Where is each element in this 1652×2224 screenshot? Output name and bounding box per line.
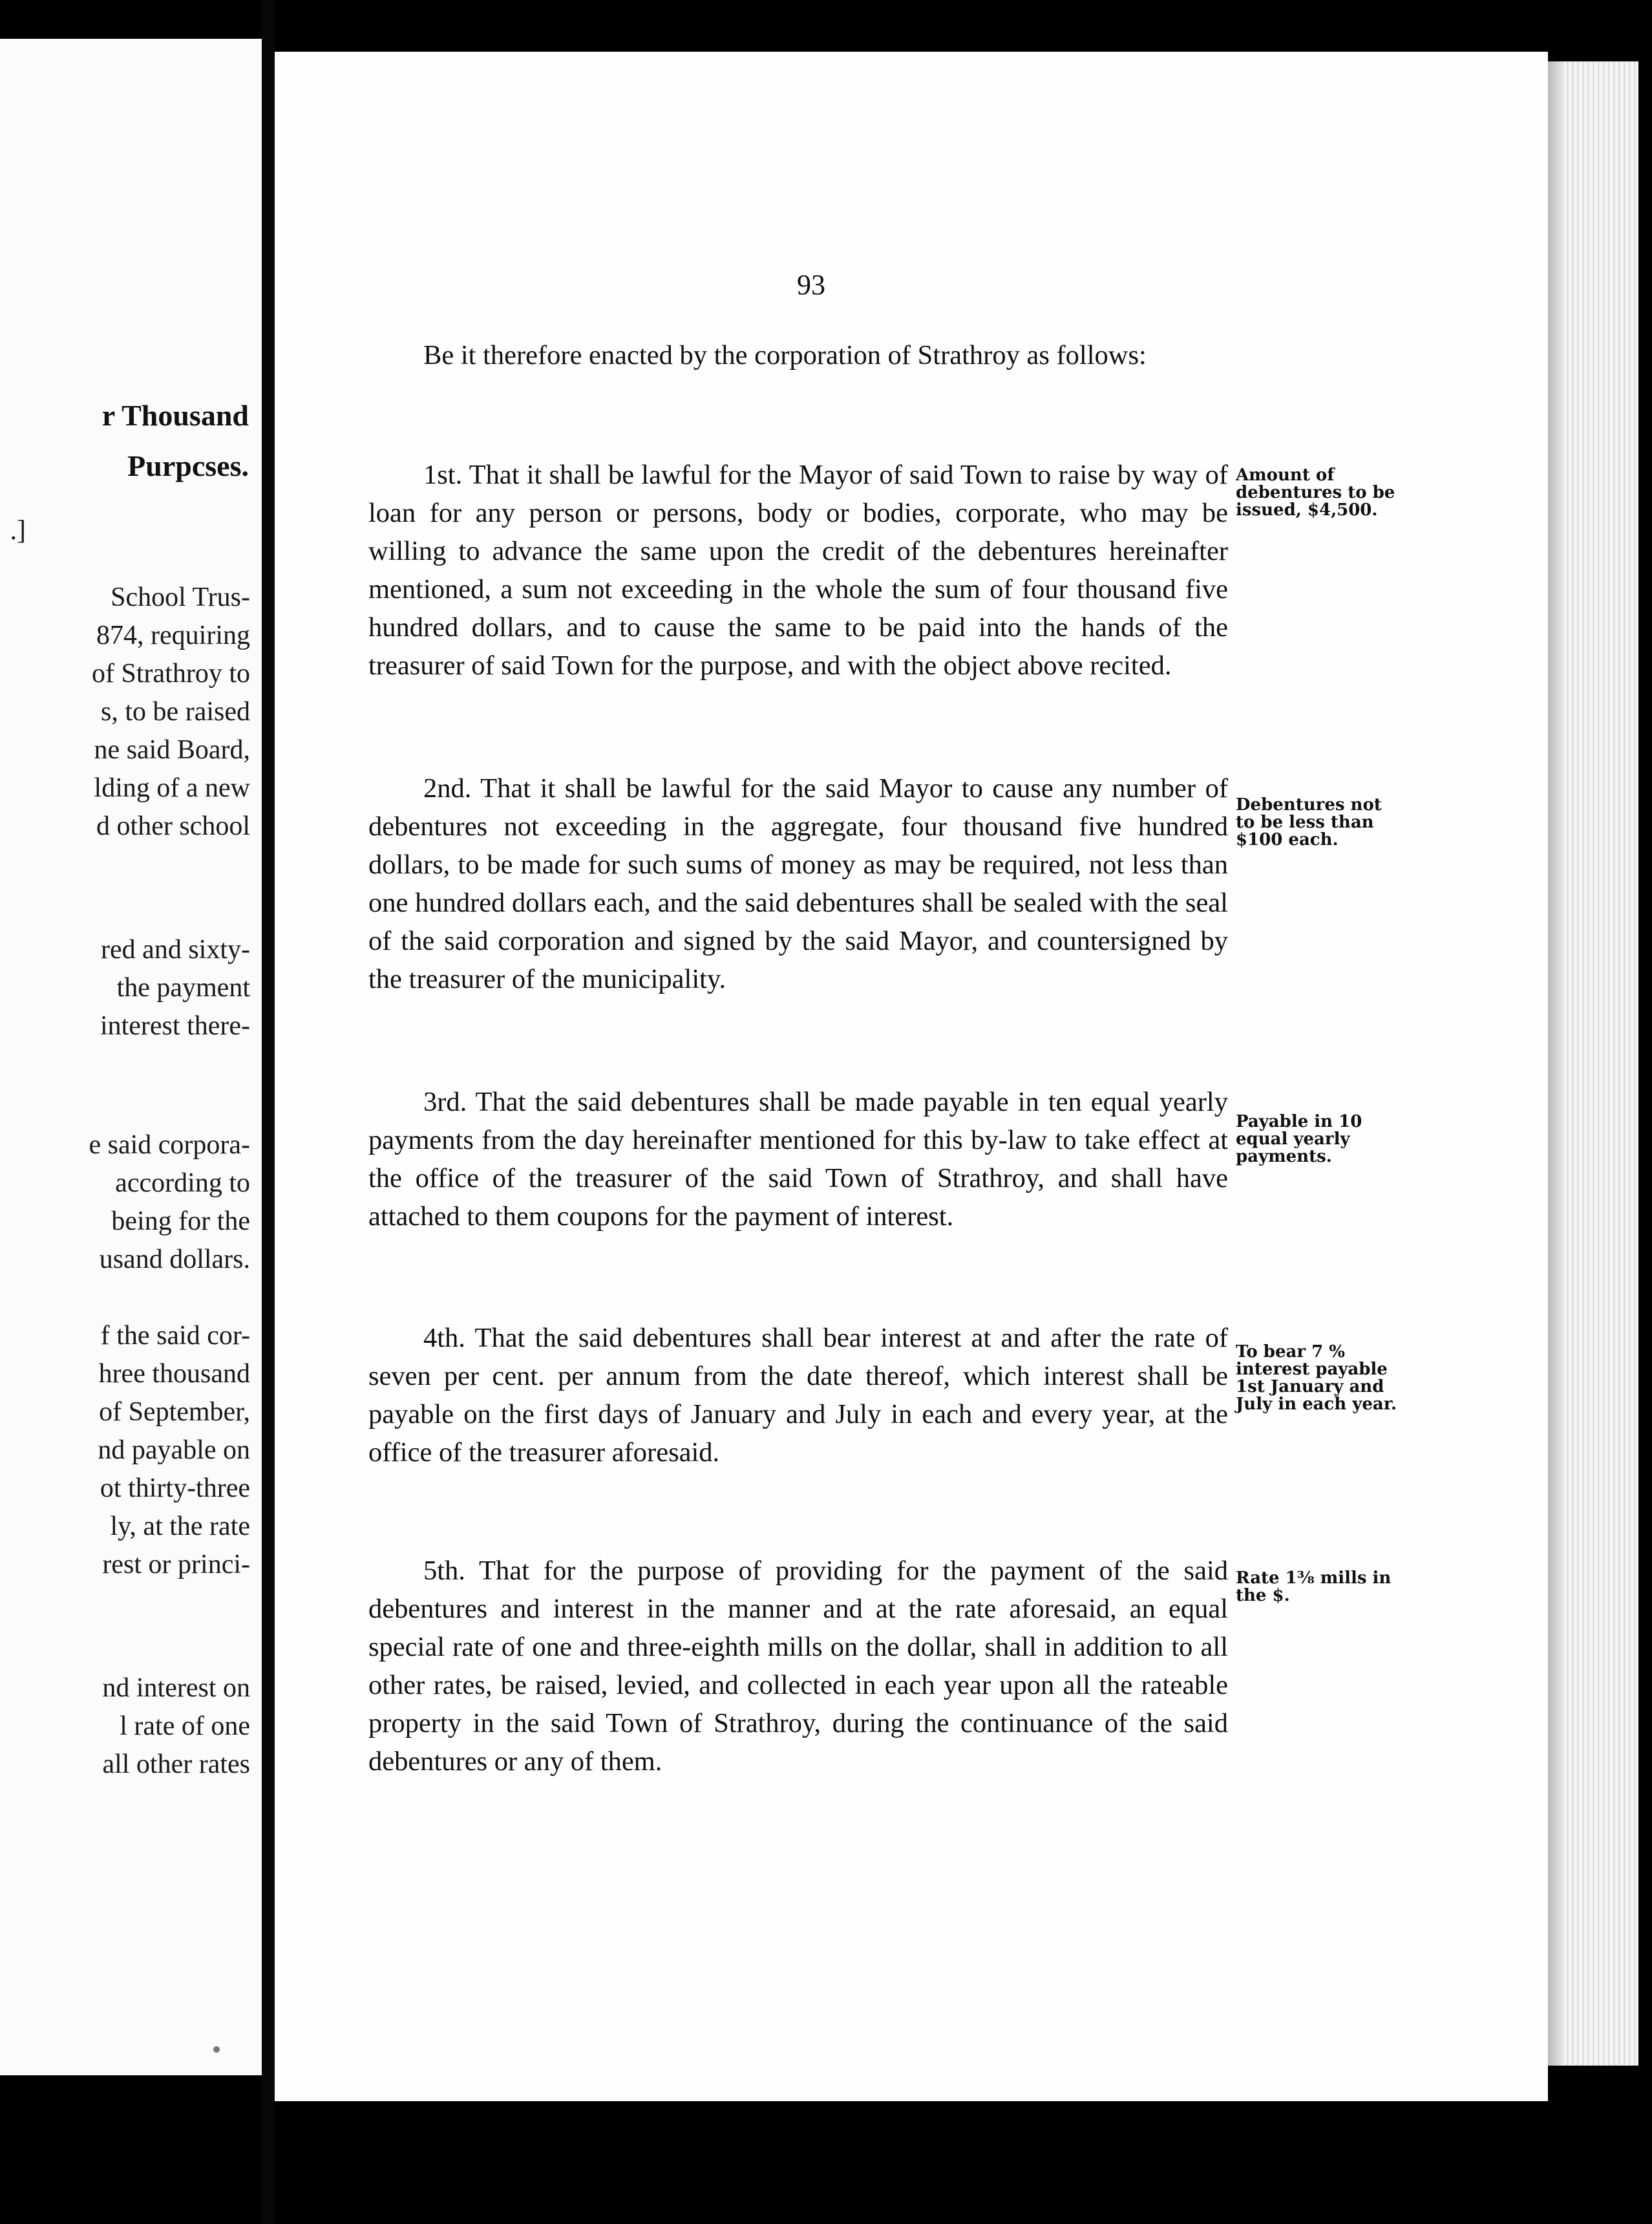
left-line: 874, requiring: [96, 621, 250, 650]
marginal-note-1: Amount of debentures to be issued, $4,500.: [1236, 465, 1395, 520]
left-line: usand dollars.: [99, 1245, 250, 1274]
section-3: [368, 1083, 1228, 1235]
left-facing-page: [0, 39, 262, 2075]
left-line: according to: [115, 1168, 250, 1198]
left-line: rest or princi-: [102, 1550, 250, 1579]
section-4: [368, 1319, 1228, 1471]
left-line: the payment: [116, 973, 250, 1003]
left-bracket: .]: [10, 516, 26, 546]
left-line: f the said cor-: [100, 1321, 250, 1351]
marginal-note-5: Rate 1⅜ mills in the $.: [1236, 1568, 1392, 1605]
marginal-note-3: Payable in 10 equal yearly payments.: [1236, 1112, 1362, 1166]
left-line: s, to be raised: [101, 697, 250, 727]
marginal-note-2: Debentures not to be less than $100 each.: [1236, 795, 1382, 850]
left-line: ne said Board,: [94, 735, 250, 765]
section-3-text: 3rd. That the said debentures shall be made payable in ten equal yearly payments from the day hereinafter mentioned for this by-law to take effect at the office of the treasurer of the said Town of Strathroy, and shall have attached to them coupons for the payment of interest.: [368, 1087, 1228, 1232]
book-gutter: [262, 0, 275, 2224]
left-heading-line-2: Purpcses.: [127, 449, 249, 482]
left-line: of Strathroy to: [92, 659, 250, 689]
page-edge-shadow: [1548, 61, 1564, 2066]
intro-paragraph: [368, 336, 1228, 374]
section-1: [368, 456, 1228, 685]
ink-speck: [213, 2046, 220, 2053]
left-line: all other rates: [102, 1749, 250, 1779]
marginal-note-4: To bear 7 % interest payable 1st January and July in each year.: [1236, 1342, 1397, 1414]
section-2-text: 2nd. That it shall be lawful for the said Mayor to cause any number of debentures not exceeding in the aggregate, four thousand five hundred dollars, to be made for such sums of money as may be required, not less than one hundred dollars each, and the said debentures shall be sealed with the seal of the said corporation and signed by the said Mayor, and countersigned by the treasurer of the municipality.: [368, 773, 1228, 994]
left-line: being for the: [111, 1206, 250, 1236]
section-5-text: 5th. That for the purpose of providing for the payment of the said debentures and interest in the manner and at the rate aforesaid, an equal special rate of one and three-eighth mills on the dollar, shall in addition to all other rates, be raised, levied, and collected in each year upon all the rateable property in the said Town of Strathroy, during the continuance of the said debentures or any of them.: [368, 1556, 1228, 1777]
page-number: 93: [797, 269, 825, 301]
left-line: ly, at the rate: [110, 1512, 250, 1541]
left-line: red and sixty-: [101, 935, 250, 965]
left-line: nd payable on: [98, 1435, 250, 1465]
left-line: nd interest on: [102, 1673, 250, 1703]
intro-text: Be it therefore enacted by the corporation of Strathroy as follows:: [423, 340, 1147, 370]
left-line: of September,: [99, 1397, 250, 1427]
left-line: interest there-: [100, 1011, 250, 1041]
left-line: ot thirty-three: [100, 1473, 250, 1503]
section-1-text: 1st. That it shall be lawful for the Mayor of said Town to raise by way of loan for any person or persons, body or bodies, corporate, who may be willing to advance the same upon the credit of the debentures hereinafter mentioned, a sum not exceeding in the whole the sum of four thousand five hundred dollars, and to cause the same to be paid into the hands of the treasurer of said Town for the purpose, and with the object above recited.: [368, 460, 1228, 681]
left-line: hree thousand: [98, 1359, 250, 1389]
section-4-text: 4th. That the said debentures shall bear interest at and after the rate of seven per cent. per annum from the date thereof, which interest shall be payable on the first days of January and July in each and every year, at the office of the treasurer aforesaid.: [368, 1323, 1228, 1468]
left-line: d other school: [96, 811, 250, 841]
left-line: lding of a new: [94, 773, 250, 803]
left-line: l rate of one: [120, 1711, 250, 1741]
left-heading-line-1: r Thousand: [101, 399, 249, 432]
section-5: [368, 1552, 1228, 1780]
section-2: [368, 769, 1228, 998]
left-line: e said corpora-: [89, 1130, 250, 1160]
left-line: School Trus-: [111, 583, 250, 612]
